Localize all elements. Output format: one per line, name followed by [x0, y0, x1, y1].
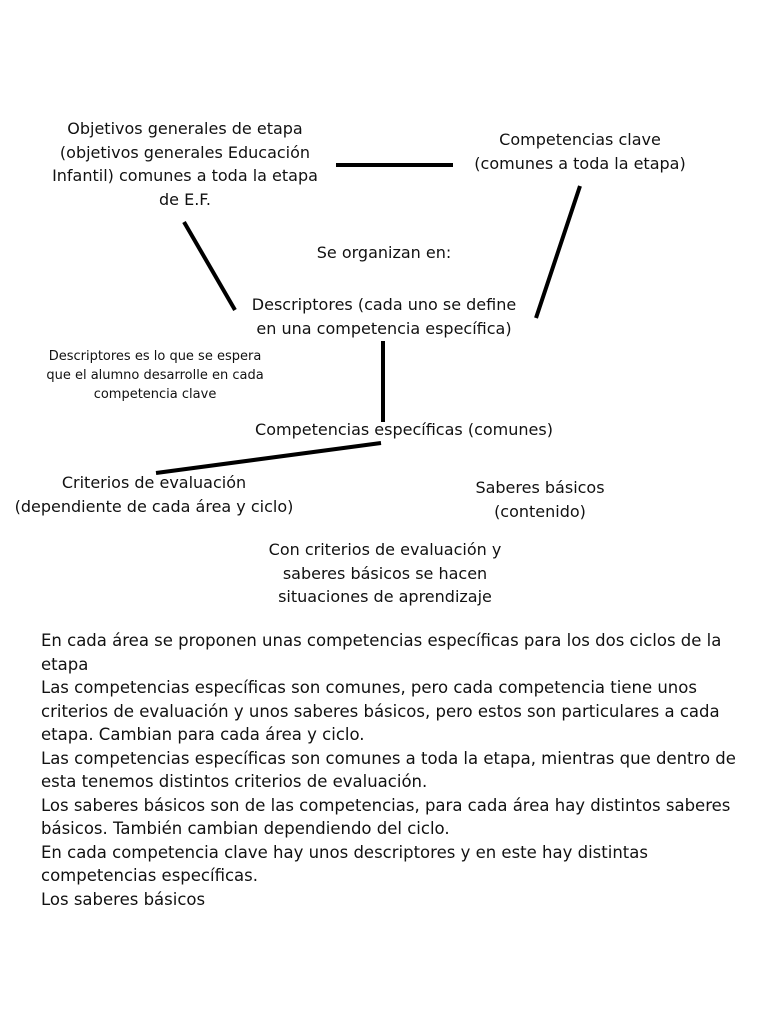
note-line: En cada área se proponen unas competencias específicas para los dos ciclos de la etapa	[41, 631, 722, 674]
notes-block	[41, 629, 741, 911]
label-se-organizan: Se organizan en:	[316, 243, 452, 262]
note-line: Los saberes básicos son de las competencias, para cada área hay distintos saberes básicos. También cambian dependiendo del ciclo.	[41, 795, 731, 838]
note-line: Las competencias específicas son comunes, pero cada competencia tiene unos criterios de evaluación y unos saberes básicos, pero estos son particulares a cada etapa. Cambian para cada área y ciclo.	[41, 678, 720, 744]
node-criterios-evaluacion: Criterios de evaluación (dependiente de cada área y ciclo)	[14, 473, 294, 516]
node-situaciones-aprendizaje: Con criterios de evaluación y saberes básicos se hacen situaciones de aprendizaje	[268, 540, 502, 606]
node-competencias-especificas: Competencias específicas (comunes)	[255, 420, 553, 439]
note-line: En cada competencia clave hay unos descriptores y en este hay distintas competencias específicas.	[41, 842, 648, 885]
node-descriptores: Descriptores (cada uno se define en una competencia específica)	[251, 295, 517, 338]
note-line: Las competencias específicas son comunes a toda la etapa, mientras que dentro de esta tenemos distintos criterios de evaluación.	[41, 748, 736, 791]
note-line: Los saberes básicos	[41, 889, 206, 909]
node-saberes-basicos: Saberes básicos (contenido)	[475, 478, 605, 521]
node-objetivos-generales: Objetivos generales de etapa (objetivos generales Educación Infantil) comunes a toda la etapa de E.F.	[52, 119, 318, 209]
note-descriptores: Descriptores es lo que se espera que el alumno desarrolle en cada competencia clave	[46, 349, 264, 402]
connector-competencias-especificas-criterios	[156, 443, 381, 473]
node-competencias-clave: Competencias clave (comunes a toda la etapa)	[474, 130, 686, 173]
